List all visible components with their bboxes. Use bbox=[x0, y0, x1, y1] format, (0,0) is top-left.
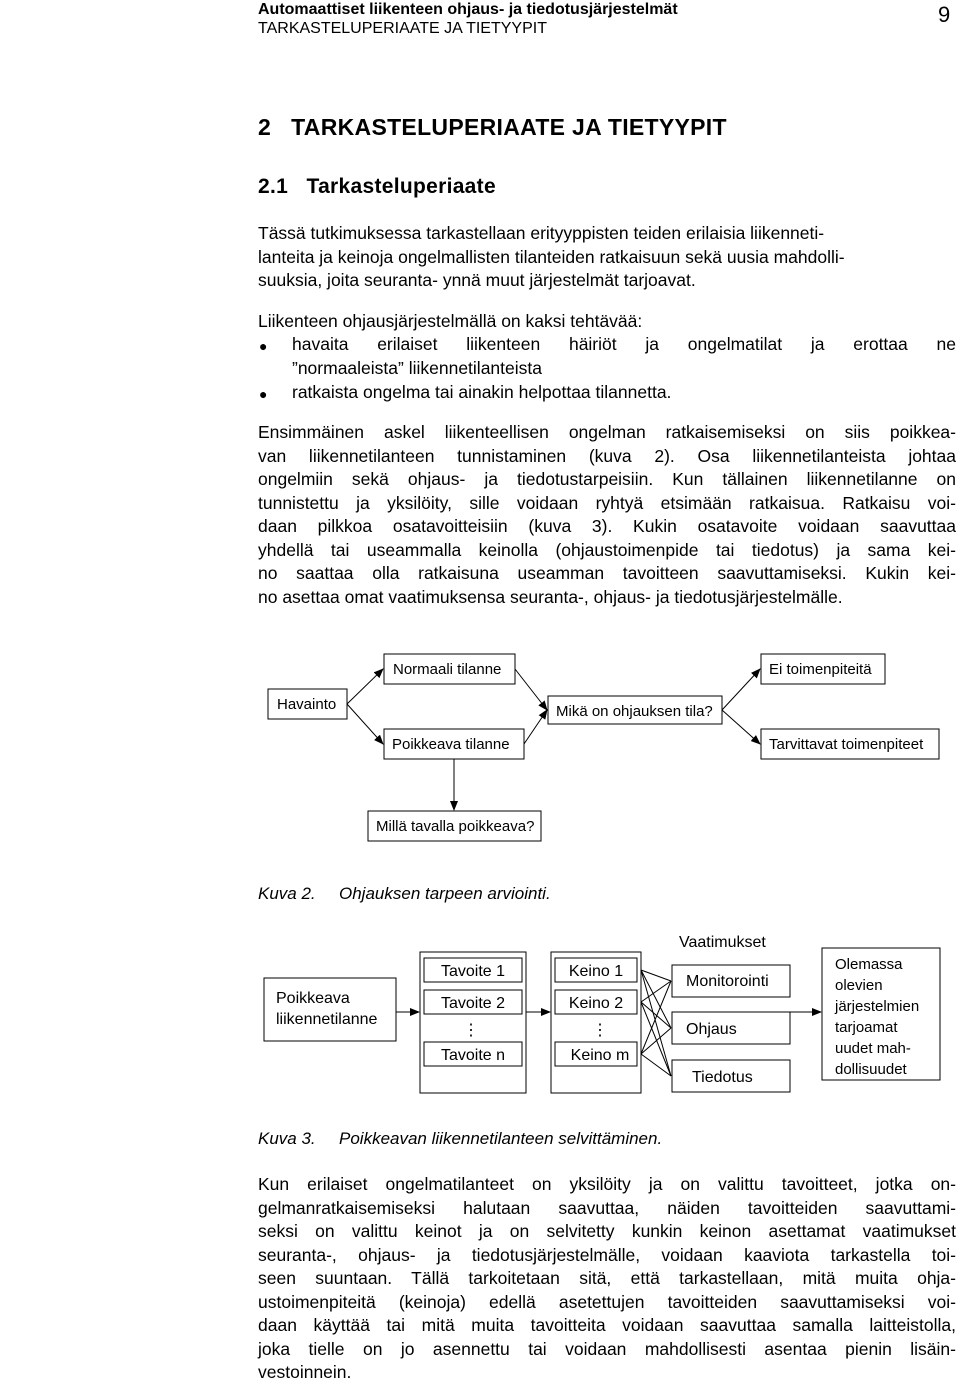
paragraph-3 bbox=[258, 421, 956, 609]
result-line-6: dollisuudet bbox=[835, 1061, 907, 1078]
start-line-1: Poikkeava bbox=[276, 990, 350, 1007]
arrow-observation-normal bbox=[347, 669, 383, 704]
label-abnormal: Poikkeava tilanne bbox=[392, 736, 510, 753]
text-line: van liikennetilanteen tunnistaminen (kuva 2). Osa liikennetilanteista johtaa bbox=[258, 445, 956, 466]
text-line: daan pilkkoa osatavoitteisiin (kuva 3). Kukin osatavoite voidaan saavuttaa bbox=[258, 516, 956, 536]
mean-m-label: Keino m bbox=[570, 1047, 630, 1064]
text-line: joka tielle on jo asennettu tai voidaan mahdollisesti asentaa pienin lisäin- bbox=[258, 1338, 956, 1359]
label-control-state: Mikä on ohjauksen tila? bbox=[556, 703, 713, 720]
running-header-title: Automaattiset liikenteen ohjaus- ja tiedotusjärjestelmät bbox=[258, 1, 678, 18]
text-line: suuksia, joita seuranta- ynnä muut järjestelmät tarjoavat. bbox=[258, 270, 696, 290]
goal-ellipsis: ⋮ bbox=[463, 1022, 479, 1039]
figure-3-caption bbox=[258, 1129, 662, 1149]
req-information-label: Tiedotus bbox=[692, 1069, 753, 1086]
text-line: ”normaaleista” liikennetilanteista bbox=[292, 357, 542, 378]
result-line-3: järjestelmien bbox=[835, 998, 920, 1015]
paragraph-1 bbox=[258, 222, 956, 293]
label-no-action: Ei toimenpiteitä bbox=[769, 661, 872, 678]
text-line: Tässä tutkimuksessa tarkastellaan erityyppisten teiden erilaisia liikenneti- bbox=[258, 223, 825, 243]
req-monitoring-label: Monitorointi bbox=[686, 973, 769, 990]
result-line-1: Olemassa bbox=[835, 956, 903, 973]
text-line: tunnistettu ja yksilöity, sille voidaan ryhtyä etsimään ratkaisua. Ratkaisu voi- bbox=[258, 492, 956, 513]
caption-number: Kuva 3. bbox=[258, 1129, 316, 1148]
text-line: gelmanratkaisemiseksi halutaan saavuttaa, näiden tavoitteiden saavuttami- bbox=[258, 1197, 956, 1218]
label-needed-actions: Tarvittavat toimenpiteet bbox=[769, 736, 924, 753]
mean-1-label: Keino 1 bbox=[568, 963, 624, 980]
bullet-dot-icon: ● bbox=[259, 386, 268, 402]
text-line: lanteita ja keinoja ongelmallisten tilanteiden ratkaisuun sekä uusia mahdolli- bbox=[258, 246, 845, 267]
text-line: seen suuntaan. Tällä tarkoitetaan sitä, että tarkastellaan, mitä muita ohja- bbox=[258, 1268, 956, 1288]
section-heading: 2.1 Tarkasteluperiaate bbox=[258, 175, 496, 198]
bullet-item-2 bbox=[292, 381, 956, 405]
mean-ellipsis: ⋮ bbox=[592, 1022, 608, 1039]
text-line: daan käyttää tai mitä muita tavoitteita voidaan saavuttaa samalla laitteistolla, bbox=[258, 1315, 956, 1335]
text-line: vestoinnein. bbox=[258, 1362, 352, 1382]
running-header-section: TARKASTELUPERIAATE JA TIETYYPIT bbox=[258, 20, 547, 37]
text-line: Kun erilaiset ongelmatilanteet on yksilöity ja on valittu tavoitteet, jotka on- bbox=[258, 1174, 956, 1194]
text-line: no saattaa olla ratkaisuna useamman tavoitteen saavuttamiseksi. Kukin kei- bbox=[258, 563, 956, 583]
caption-text: Poikkeavan liikennetilanteen selvittäminen. bbox=[339, 1129, 663, 1148]
arrow-state-actions bbox=[722, 710, 760, 744]
paragraph-4 bbox=[258, 1173, 956, 1385]
text-line: Ensimmäinen askel liikenteellisen ongelman ratkaisemiseksi on siis poikkea- bbox=[258, 422, 956, 442]
text-line: seksi on valittu keinot ja on selvitetty kunkin keinon asettamat vaatimukset bbox=[258, 1221, 956, 1241]
text-line: yhdellä tai useammalla keinolla (ohjaustoimenpide tai tiedotus) ja sama kei- bbox=[258, 539, 956, 560]
chapter-heading: 2 TARKASTELUPERIAATE JA TIETYYPIT bbox=[258, 114, 727, 140]
text-line: ongelmiin sekä ohjaus- ja tiedotustarpeisiin. Kun tällainen liikennetilanne on bbox=[258, 469, 956, 489]
figure-2-caption bbox=[258, 884, 551, 904]
figure-3-diagram bbox=[0, 925, 960, 1100]
page-number: 9 bbox=[938, 2, 951, 27]
goal-n-label: Tavoite n bbox=[440, 1047, 506, 1064]
text-line: havaita erilaiset liikenteen häiriöt ja ongelmatilat ja erottaa ne bbox=[292, 334, 956, 354]
arrow-normal-state bbox=[515, 669, 547, 710]
req-control-label: Ohjaus bbox=[686, 1021, 737, 1038]
result-line-2: olevien bbox=[835, 977, 883, 994]
caption-text: Ohjauksen tarpeen arviointi. bbox=[339, 884, 551, 903]
figure-2-diagram bbox=[0, 640, 960, 850]
arrow-abnormal-state bbox=[524, 710, 547, 744]
mean-2-label: Keino 2 bbox=[568, 995, 624, 1012]
box-start bbox=[264, 978, 396, 1041]
start-line-2: liikennetilanne bbox=[276, 1011, 378, 1028]
text-line: no asettaa omat vaatimuksensa seuranta-, ohjaus- ja tiedotusjärjestelmälle. bbox=[258, 586, 843, 607]
goal-2-label: Tavoite 2 bbox=[440, 995, 506, 1012]
result-line-4: tarjoamat bbox=[835, 1019, 898, 1036]
result-line-5: uudet mah- bbox=[835, 1040, 911, 1057]
label-observation: Havainto bbox=[277, 696, 337, 713]
label-normal: Normaali tilanne bbox=[393, 661, 502, 678]
caption-number: Kuva 2. bbox=[258, 884, 316, 903]
arrow-state-noaction bbox=[722, 669, 760, 710]
text-line: ratkaista ongelma tai ainakin helpottaa tilannetta. bbox=[292, 382, 672, 402]
label-how-abnormal: Millä tavalla poikkeava? bbox=[376, 818, 535, 835]
tasks-intro: Liikenteen ohjausjärjestelmällä on kaksi tehtävää: bbox=[258, 311, 643, 331]
requirements-title: Vaatimukset bbox=[679, 934, 766, 951]
arrow-observation-abnormal bbox=[347, 704, 383, 744]
text-line: seuranta-, ohjaus- ja tiedotusjärjestelmälle, voidaan kaaviota tarkastella toi- bbox=[258, 1244, 956, 1265]
goal-1-label: Tavoite 1 bbox=[440, 963, 506, 980]
bullet-dot-icon: ● bbox=[259, 338, 268, 354]
bullet-item-1 bbox=[292, 333, 956, 380]
text-line: ustoimenpiteitä (keinoja) edellä asetettujen tavoitteiden saavuttamiseksi voi- bbox=[258, 1291, 956, 1312]
